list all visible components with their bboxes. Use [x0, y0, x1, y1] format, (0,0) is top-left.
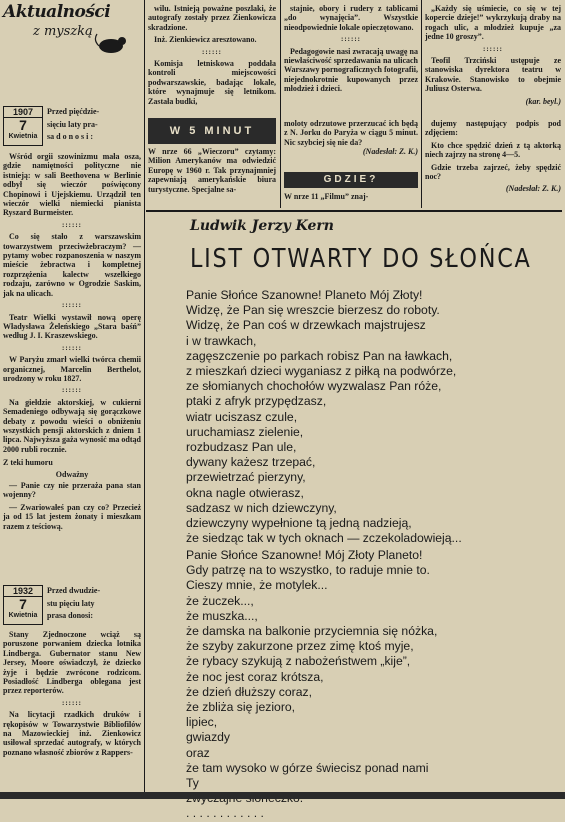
- news-1932: Stany Zjednoczone wciąż są poruszone porwaniem dziecka lotnika Lindberga. Gubernator stanu New Jersey, Moore oświadczył, że dziecko żyje i będzie zwrócone rodzicom. Posiadłość Lindberga oblegana jest przez reporterów. :::::: Na licytacji rzadkich druków i rękopisów w Towarzystwie Bibliofilów na Mazowieckiej inż. Zienkowicz usiłował sprzedać autografy, w których poznano własność zbiorów z Rappers-: [3, 630, 141, 757]
- masthead-subtitle: z myszką: [33, 24, 93, 39]
- signature: (kar. beyl.): [525, 96, 561, 106]
- poem-line: Cieszy mnie, że motylek...: [186, 578, 328, 593]
- mouse-icon: [93, 28, 133, 58]
- news-item: stajnie, obory i rudery z tablicami „do wynajęcia”. Wszystkie nieodpowiednie lokale opieczętowano.: [284, 4, 418, 32]
- gdzie-text: W nrze 11 „Filmu” znaj-: [284, 192, 369, 201]
- poem-line: Panie Słońce Szanowne! Planeto Mój Złoty!: [186, 288, 423, 302]
- date1-intro: [47, 106, 141, 144]
- humor-title: Odważny: [55, 469, 89, 479]
- w5minut-col-c: [425, 119, 561, 194]
- date-day: 7: [19, 117, 27, 133]
- news-item: Gdzie trzeba zajrzeć, żeby spędzić noc?: [425, 162, 561, 182]
- date-year: 1932: [4, 586, 42, 597]
- poem-line: że noc jest coraz krótsza,: [186, 669, 324, 684]
- poem-line: . . . . . . . . . . . .: [186, 806, 264, 821]
- news-item: moloty odrzutowe przerzucać ich będą z N. Jorku do Paryża w ciągu 5 minut. Nic szybciej się nie da?: [284, 119, 418, 147]
- humor-line: — Panie czy nie przeraża pana stan wojenny?: [3, 481, 141, 500]
- poem-line: że damska na balkonie przyciemnia się nóżka,: [186, 624, 438, 639]
- news-item: Stany Zjednoczone wciąż są poruszone porwaniem dziecka lotnika Lindberga. Gubernator stanu New Jersey, Moore oświadczył, że dziecko żyje i będzie zwrócone rodzicom. Posiadłość Lindberga oblegana jest przez reporterów.: [3, 630, 141, 696]
- news-item: Na licytacji rzadkich druków i rękopisów w Towarzystwie Bibliofilów na Mazowieckiej inż. Zienkowicz usiłował sprzedać autografy, w których poznano własność zbiorów z Rappers-: [3, 710, 141, 757]
- news-item: Na giełdzie aktorskiej, w cukierni Semadeniego odbywają się gorączkowe debaty z powodu wieści o obniżeniu wszystkich pensji aktorskich z dniem 1 lipca. Najwyższa gaża wynosić ma odtąd 2000 rubli rocznie.: [3, 397, 141, 454]
- column-4-top: „Każdy się uśmiecie, co się w tej kopercie dzieje!” wykrzykują draby na rogach ulic, a młodzież kupuje „za jedne 10 groszy”. :::::: Teofil Trzciński ustępuje ze stanowiska dyrektora teatru w Krakowie. Stanowisko to obejmie Juliusz Osterwa. (kar. beyl.): [425, 4, 561, 106]
- poem-line: Widzę, że Pan coś w drzewkach majstrujesz: [186, 318, 426, 333]
- poem-line: ptaki z afryk przypędzasz,: [186, 394, 327, 409]
- intro-line: sa d o n o s i :: [47, 132, 94, 141]
- news-1907: Wśród orgii szowinizmu mała osza, gdzie namiętności polityczne nie istnieją: w sali Beethovena w Berlinie odbył się wieczór poświęcony Chopinowi i Ujejskiemu. Urządził ten wieczór wielki niemiecki pianista Ryszard Burmeister. :::::: Co się stało z warszawskim towarzystwem przeciwżebraczym? — pytamy wobec rozpanoszenia w naszym mieście żebractwa i kompletnej rozprzężenia kalectw wszelkiego rodzaju, zarówno w Ogrodzie Saskim, jak na ulicach. :::::: Teatr Wielki wystawił nową operę Władysława Żeleńskiego „Stara baśń” według J. I. Kraszewskiego. :::::: W Paryżu zmarł wielki twórca chemii organicznej, Marcelin Berthelot, urodzony w roku 1827. :::::: Na giełdzie aktorskiej, w cukierni Semadeniego odbywają się gorączkowe debaty z powodu wieści o obniżeniu wszystkich pensji aktorskich z dniem 1 lipca. Najwyższa gaża wynosić ma odtąd 2000 rubli rocznie. Z teki humoru Odważny — Panie czy nie przeraża pana stan wojenny? — Zwariowałeś pan czy co? Przecież ja od 15 lat jestem żonaty i mieszkam razem z teściową.: [3, 152, 141, 531]
- column-divider: [421, 0, 422, 208]
- gdzie-header: GDZIE?: [284, 172, 418, 188]
- intro-line: Przed dwudzie-: [47, 586, 101, 595]
- news-item: Wśród orgii szowinizmu mała osza, gdzie namiętności polityczne nie istnieją: w sali Beethovena w Berlinie odbył się wieczór poświęcony Chopinowi i Ujejskiemu. Urządził ten wieczór wielki niemiecki pianista Ryszard Burmeister.: [3, 152, 141, 218]
- date-box-1932: [3, 585, 43, 625]
- poem-line: z mieszkań dzieci wyganiasz z piłką na podwórze,: [186, 364, 457, 379]
- intro-line: stu pięciu laty: [47, 598, 95, 608]
- poem-line: że żuczek...,: [186, 593, 254, 608]
- poem-line: że muszka...,: [186, 608, 258, 623]
- poem-line: sadzasz w nich dziewczyny,: [186, 500, 337, 515]
- news-item: „Każdy się uśmiecie, co się w tej kopercie dzieje!” wykrzykują draby na rogach ulic, a młodzież kupuje „za jedne 10 groszy”.: [425, 4, 561, 42]
- poem-line: przewietrzać pierzyny,: [186, 470, 306, 485]
- poem-line: ze słomianych chochołów wyzwalasz Pan róże,: [186, 379, 442, 394]
- masthead-title: Aktualności: [3, 2, 111, 22]
- signature: (Nadesłał: Z. K.): [505, 184, 561, 194]
- column-3-top: stajnie, obory i rudery z tablicami „do wynajęcia”. Wszystkie nieodpowiednie lokale opieczętowano. :::::: Pedagogowie nasi zwracają uwagę na niewłaściwość sprzedawania na ulicach Warszawy pornograficznych fotografii, niejednokrotnie kupowanych przez młodzież i dzieci.: [284, 4, 418, 94]
- poem-line: że zbliża się jezioro,: [186, 700, 296, 715]
- poem-line: że tam wysoko w górze świecisz ponad nami: [186, 760, 429, 775]
- column-divider: [144, 0, 145, 799]
- poem-line: rozbudzasz Pan ule,: [186, 440, 297, 455]
- poem-line: i w trawkach,: [186, 333, 257, 348]
- poem-line: gwiazdy: [186, 730, 231, 745]
- poem-line: oraz: [186, 745, 210, 760]
- news-item: wilu. Istnieją poważne poszlaki, że autografy zostały przez Zienkowicza skradzione.: [148, 4, 276, 32]
- date2-intro: [47, 585, 141, 623]
- intro-line: prasa donosi:: [47, 611, 94, 620]
- signature: (Nadesłał: Z. K.): [362, 147, 418, 157]
- poem-author: Ludwik Jerzy Kern: [190, 218, 334, 234]
- poem-stanza-1: [186, 288, 556, 546]
- masthead: [3, 2, 143, 64]
- poem-stanza-2: [186, 548, 556, 822]
- poem-line: że siedząc tak w tych oknach — zczekoladowieją...: [186, 531, 462, 546]
- news-item: W Paryżu zmarł wielki twórca chemii organicznej, Marcelin Berthelot, urodzony w roku 1827.: [3, 355, 141, 383]
- poem-line: dziewczyny wypełnione tą jedną nadzieją,: [186, 516, 412, 531]
- poem-line: uruchamiasz zielenie,: [186, 424, 304, 439]
- news-item: Teatr Wielki wystawił nową operę Władysława Żeleńskiego „Stara baśń” według J. I. Kraszewskiego.: [3, 312, 141, 341]
- date-day: 7: [19, 596, 27, 612]
- poem-line: Gdy patrzę na to wszystko, to raduje mnie to.: [186, 563, 430, 578]
- poem-line: że dzień dłuższy coraz,: [186, 684, 312, 699]
- column-2-top: wilu. Istnieją poważne poszlaki, że autografy zostały przez Zienkowicza skradzione. Inż. Zienkiewicz aresztowano. :::::: Komisja letniskowa poddała kontroli miejscowości podwarszawskie, badając lokale, które wynajmuje się letnikom. Zastała budki,: [148, 4, 276, 106]
- news-item: dujemy następujący podpis pod zdjęciem:: [425, 119, 561, 138]
- poem-line: że rybacy szykują z nabożeństwem „kije”,: [186, 654, 411, 669]
- news-item: Kto chce spędzić dzień z tą aktorką niech zajrzy na stronę 4—5.: [425, 140, 561, 160]
- news-item: Teofil Trzciński ustępuje ze stanowiska dyrektora teatru w Krakowie. Stanowisko to obejmie Juliusz Osterwa.: [425, 56, 561, 94]
- humor-heading: Z teki humoru: [3, 458, 53, 468]
- news-item: Komisja letniskowa poddała kontroli miejscowości podwarszawskie, badając lokale, które wynajmuje się letnikom. Zastała budki,: [148, 59, 276, 106]
- news-item: Pedagogowie nasi zwracają uwagę na niewłaściwość sprzedawania na ulicach Warszawy pornograficznych fotografii, niejednokrotnie kupowanych przez młodzież i dzieci.: [284, 46, 418, 94]
- w5minut-header: W 5 MINUT: [148, 118, 276, 144]
- date-box-1907: [3, 106, 43, 146]
- news-item: Co się stało z warszawskim towarzystwem przeciwżebraczym? — pytamy wobec rozpanoszenia w naszym mieście żebractwa i kompletnej rozprzężenia kalectw wszelkiego rodzaju, zarówno w Ogrodzie Saskim, jak na ulicach.: [3, 232, 141, 298]
- date-year: 1907: [4, 107, 42, 118]
- poem-top-rule: [146, 210, 562, 212]
- poem-line: Widzę, że Pan się wreszcie bierzesz do roboty.: [186, 303, 440, 318]
- date-section-1932: [3, 585, 141, 760]
- date-month: Kwietnia: [8, 612, 38, 619]
- bottom-rule: [0, 792, 565, 799]
- poem-line: lipiec,: [186, 715, 218, 730]
- poem-line: Panie Słońce Szanowne! Mój Złoty Planeto!: [186, 548, 423, 562]
- column-divider: [280, 0, 281, 208]
- left-column: [3, 106, 141, 534]
- humor-line: — Zwariowałeś pan czy co? Przecież ja od 15 lat jestem żonaty i mieszkam razem z teściową.: [3, 502, 141, 531]
- poem-line: Ty: [186, 776, 199, 791]
- w5minut-col-a: W nrze 66 „Wieczoru” czytamy: Milion Amerykanów ma odwiedzić Europę w 1960 r. Tak przynajmniej zapewniają amerykańskie biura turystyczne. Specjalne sa-: [148, 147, 276, 194]
- w5minut-col-b: [284, 119, 418, 157]
- poem-line: dywany każesz trzepać,: [186, 455, 316, 470]
- intro-line: sięciu laty pra-: [47, 119, 98, 129]
- poem-line: zagęszczenie po parkach robisz Pan na ławkach,: [186, 348, 453, 363]
- poem-line: wiatr uciszasz czule,: [186, 409, 298, 424]
- intro-line: Przed pięćdzie-: [47, 107, 100, 116]
- news-item: Inż. Zienkiewicz aresztowano.: [154, 35, 257, 45]
- poem-line: że szyby zakurzone przez zimę ktoś myje,: [186, 639, 414, 654]
- poem-title: LIST OTWARTY DO SŁOŃCA: [190, 244, 532, 274]
- date-month: Kwietnia: [8, 133, 38, 140]
- poem-line: okna nagle otwierasz,: [186, 485, 304, 500]
